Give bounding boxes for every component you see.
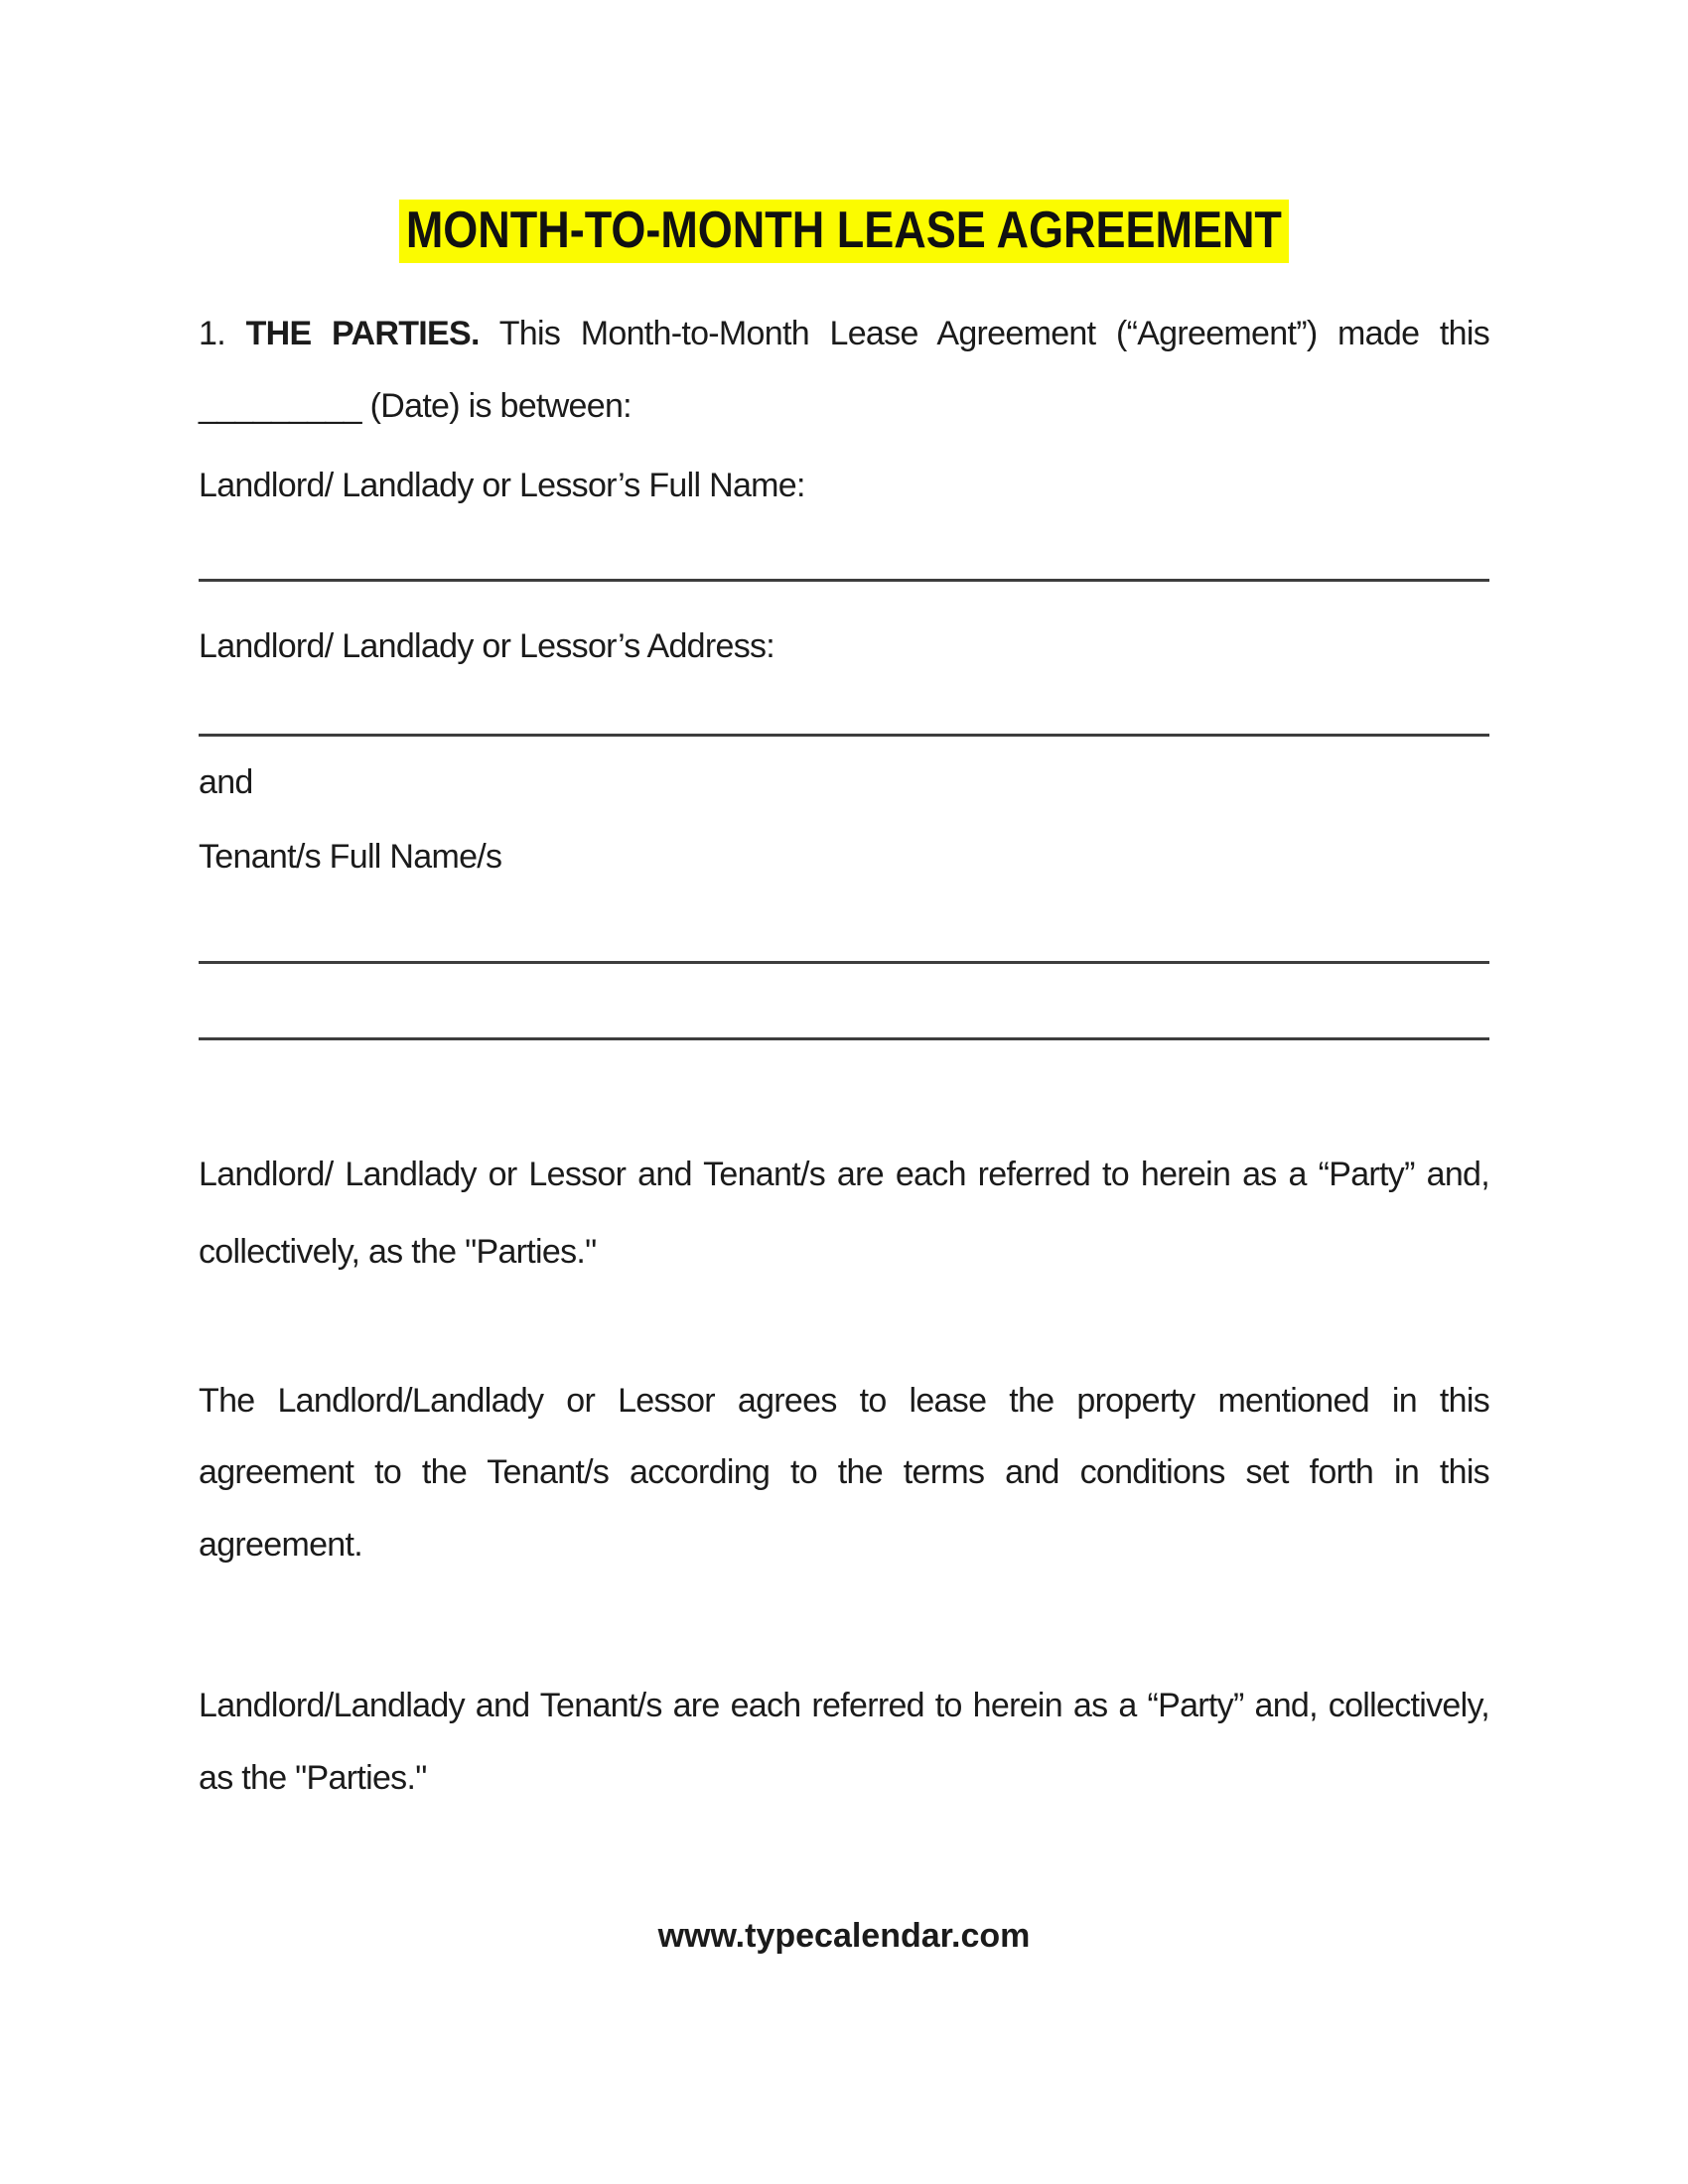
lease-clause-line-1: The Landlord/Landlady or Lessor agrees to lease the property mentioned in this <box>199 1382 1489 1420</box>
tenant-name-fill-line-2 <box>199 1037 1489 1040</box>
referral-clause-line-1: Landlord/Landlady and Tenant/s are each referred to herein as a “Party” and, collectively, <box>199 1687 1489 1724</box>
document-title: MONTH-TO-MONTH LEASE AGREEMENT <box>399 200 1289 263</box>
landlord-address-fill-line <box>199 734 1489 737</box>
lease-clause-line-3: agreement. <box>199 1526 362 1564</box>
date-blank-line: _________ (Date) is between: <box>199 387 632 425</box>
section-number: 1. <box>199 315 225 352</box>
tenant-name-fill-line-1 <box>199 961 1489 964</box>
section-intro-text: This Month-to-Month Lease Agreement (“Agreement”) made this <box>498 315 1489 352</box>
referral-clause-line-2: as the "Parties." <box>199 1759 427 1797</box>
document-title-row <box>199 200 1489 263</box>
landlord-name-label: Landlord/ Landlady or Lessor’s Full Name: <box>199 467 805 504</box>
tenant-name-label: Tenant/s Full Name/s <box>199 838 502 876</box>
landlord-name-fill-line <box>199 579 1489 582</box>
footer-url: www.typecalendar.com <box>657 1917 1031 1955</box>
parties-clause-line-1: Landlord/ Landlady or Lessor and Tenant/s are each referred to herein as a “Party” and, <box>199 1156 1489 1193</box>
lease-clause-line-2: agreement to the Tenant/s according to the terms and conditions set forth in this <box>199 1453 1489 1491</box>
and-connector: and <box>199 763 253 801</box>
parties-intro-line-1 <box>199 314 1489 353</box>
landlord-address-label: Landlord/ Landlady or Lessor’s Address: <box>199 627 775 665</box>
parties-clause-line-2: collectively, as the "Parties." <box>199 1233 597 1271</box>
section-heading: THE PARTIES. <box>245 315 480 352</box>
